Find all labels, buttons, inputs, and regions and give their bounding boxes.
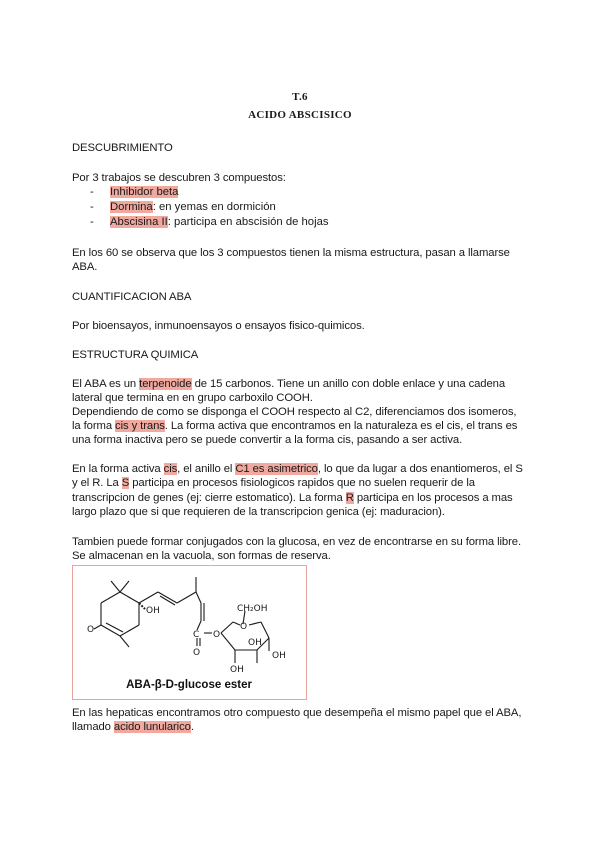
intro-paragraph: Por 3 trabajos se descubren 3 compuestos:	[72, 172, 286, 184]
paragraph-line: una forma inactiva pero se puede convertir a la forma cis, pasando a ser activa.	[72, 434, 463, 446]
list-item: Dormina: en yemas en dormición	[110, 201, 276, 213]
paragraph-line: Se almacenan en la vacuola, son formas de reserva.	[72, 550, 331, 562]
highlight-term: acido lunularico	[113, 721, 191, 733]
carbonyl-oxygen-label: O	[193, 648, 201, 658]
paragraph-line: largo plazo que si que requieren de la transcripcion genica (ej: maduracion).	[72, 506, 445, 518]
heading-cuantificacion: CUANTIFICACION ABA	[72, 291, 192, 303]
document-title: ACIDO ABSCISICO	[248, 109, 352, 121]
chapter-number: T.6	[292, 91, 308, 103]
hydroxyl-label: OH	[230, 665, 244, 675]
aba-glucose-ester-figure	[72, 565, 307, 700]
paragraph-line: llamado acido lunularico.	[72, 721, 194, 733]
side-chain-bonds	[139, 577, 204, 630]
list-item: Abscisina II: participa en abscisión de hojas	[110, 216, 329, 228]
paragraph-line: En los 60 se observa que los 3 compuestos tienen la misma estructura, pasan a llamarse	[72, 247, 510, 259]
bullet-dash: -	[90, 201, 94, 213]
ring-oxygen-label: O	[240, 622, 248, 632]
hydroxyl-label: OH	[248, 638, 262, 648]
paragraph-line: En las hepaticas encontramos otro compuesto que desempeña el mismo papel que el ABA,	[72, 707, 522, 719]
list-item	[110, 186, 178, 198]
heading-descubrimiento: DESCUBRIMIENTO	[72, 142, 173, 154]
keto-oxygen-label: O	[87, 625, 95, 635]
paragraph-line: Tambien puede formar conjugados con la glucosa, en vez de encontrarse en su forma libre.	[72, 536, 521, 548]
paragraph-line: El ABA es un terpenoide de 15 carbonos. Tiene un anillo con doble enlace y una cadena	[72, 378, 506, 390]
highlight-term: Abscisina II	[110, 216, 168, 228]
hydroxyl-label: OH	[146, 606, 160, 616]
paragraph-line: y el R. La S participa en procesos fisiologicos rapidos que no suelen requerir de la	[72, 477, 475, 489]
bullet-dash: -	[90, 186, 94, 198]
highlight-term: cis y trans	[115, 420, 165, 432]
ring-bonds	[94, 581, 139, 647]
glucose-ring-bonds	[221, 611, 269, 663]
highlight-term: cis	[163, 463, 178, 475]
paragraph-line: En la forma activa cis, el anillo el C1 es asimetrico, lo que da lugar a dos enantiomeros, el S	[72, 463, 523, 475]
paragraph-line: transcripcion de genes (ej: cierre estomatico). La forma R participa en los procesos a mas	[72, 492, 513, 504]
paragraph-line: lateral que termina en en grupo carboxilo COOH.	[72, 392, 313, 404]
ester-carbon-label: C	[193, 630, 200, 640]
paragraph-line: Por bioensayos, inmunoensayos o ensayos fisico-quimicos.	[72, 320, 365, 332]
highlight-term: S	[121, 477, 130, 489]
paragraph-line: la forma cis y trans. La forma activa que encontramos en la naturaleza es el cis, el trans es	[72, 420, 518, 432]
hydroxyl-label: OH	[272, 651, 286, 661]
highlight-term: C1 es asimetrico	[235, 463, 318, 475]
ch2oh-label: CH₂OH	[237, 604, 268, 614]
ester-oxygen-label: O	[213, 630, 221, 640]
highlight-term: terpenoide	[139, 378, 192, 390]
bullet-dash: -	[90, 216, 94, 228]
heading-estructura: ESTRUCTURA QUIMICA	[72, 349, 199, 361]
highlight-term: Inhibidor beta	[110, 186, 179, 198]
figure-caption: ABA-β-D-glucose ester	[126, 679, 252, 691]
paragraph-line: ABA.	[72, 261, 98, 273]
paragraph-line: Dependiendo de como se disponga el COOH respecto al C2, diferenciamos dos isomeros,	[72, 406, 517, 418]
stereo-bond	[139, 603, 145, 609]
highlight-term: Dormina	[110, 201, 153, 213]
highlight-term: R	[345, 492, 354, 504]
